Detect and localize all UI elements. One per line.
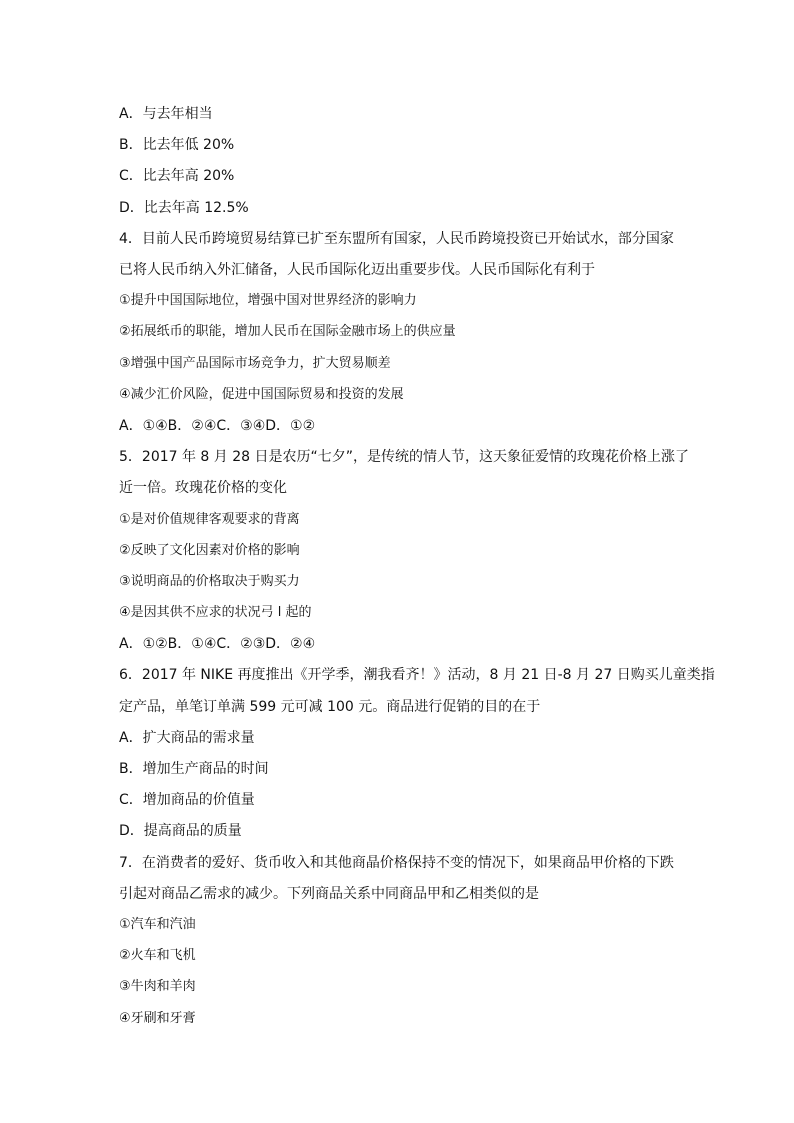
statement-3: ③牛肉和羊肉 [119,979,196,994]
question-4-line-2: 已将人民币纳入外汇储备，人民币国际化迈出重要步伐。人民币国际化有利于 [119,262,595,278]
statement-2: ②拓展纸币的职能，增加人民币在国际金融市场上的供应量 [119,324,456,339]
statement-4: ④减少汇价风险，促进中国国际贸易和投资的发展 [119,387,404,402]
statement-2: ②火车和飞机 [119,948,196,963]
statement-1: ①汽车和汽油 [119,917,196,932]
statement-1: ①提升中国国际地位，增强中国对世界经济的影响力 [119,293,417,308]
option-a: A．与去年相当 [119,106,213,122]
statement-1: ①是对价值规律客观要求的背离 [119,512,300,527]
statement-4: ④牙刷和牙膏 [119,1011,196,1026]
question-5-line-1: 5．2017 年 8 月 28 日是农历“七夕”，是传统的情人节，这天象征爱情的玫瑰花价格上涨了 [119,449,690,465]
option-c: C．比去年高 20% [119,168,235,184]
question-7-line-1: 7．在消费者的爱好、货币收入和其他商晶价格保持不变的情况下，如果商品甲价格的下跌 [119,855,674,871]
option-d: D．提高商品的质量 [119,823,242,839]
answer-options: A．①②B．①④C．②③D．②④ [119,636,316,652]
option-b: B．增加生产商品的时间 [119,761,269,777]
statement-3: ③说明商品的价格取决于购买力 [119,574,300,589]
option-a: A．扩大商品的需求量 [119,730,255,746]
option-c: C．增加商品的价值量 [119,792,255,808]
statement-4: ④是因其供不应求的状况弓 l 起的 [119,605,312,620]
statement-3: ③增强中国产品国际市场竞争力，扩大贸易顺差 [119,356,391,371]
question-6-line-2: 定产品，单笔订单满 599 元可减 100 元。商品进行促销的目的在于 [119,699,541,715]
question-4-line-1: 4．目前人民币跨境贸易结算已扩至东盟所有国家，人民币跨境投资已开始试水，部分国家 [119,231,674,247]
statement-2: ②反映了文化因素对价格的影响 [119,543,300,558]
answer-options: A．①④B．②④C．③④D．①② [119,418,316,434]
question-5-line-2: 近一倍。玫瑰花价格的变化 [119,480,287,496]
question-6-line-1: 6．2017 年 NIKE 再度推出《开学季，潮我看齐！》活动，8 月 21 日-8 月 27 日购买儿童类指 [119,667,715,683]
option-b: B．比去年低 20% [119,137,235,153]
question-7-line-2: 引起对商品乙需求的减少。下列商品关系中同商品甲和乙相类似的是 [119,886,539,902]
option-d: D．比去年高 12.5% [119,200,249,216]
